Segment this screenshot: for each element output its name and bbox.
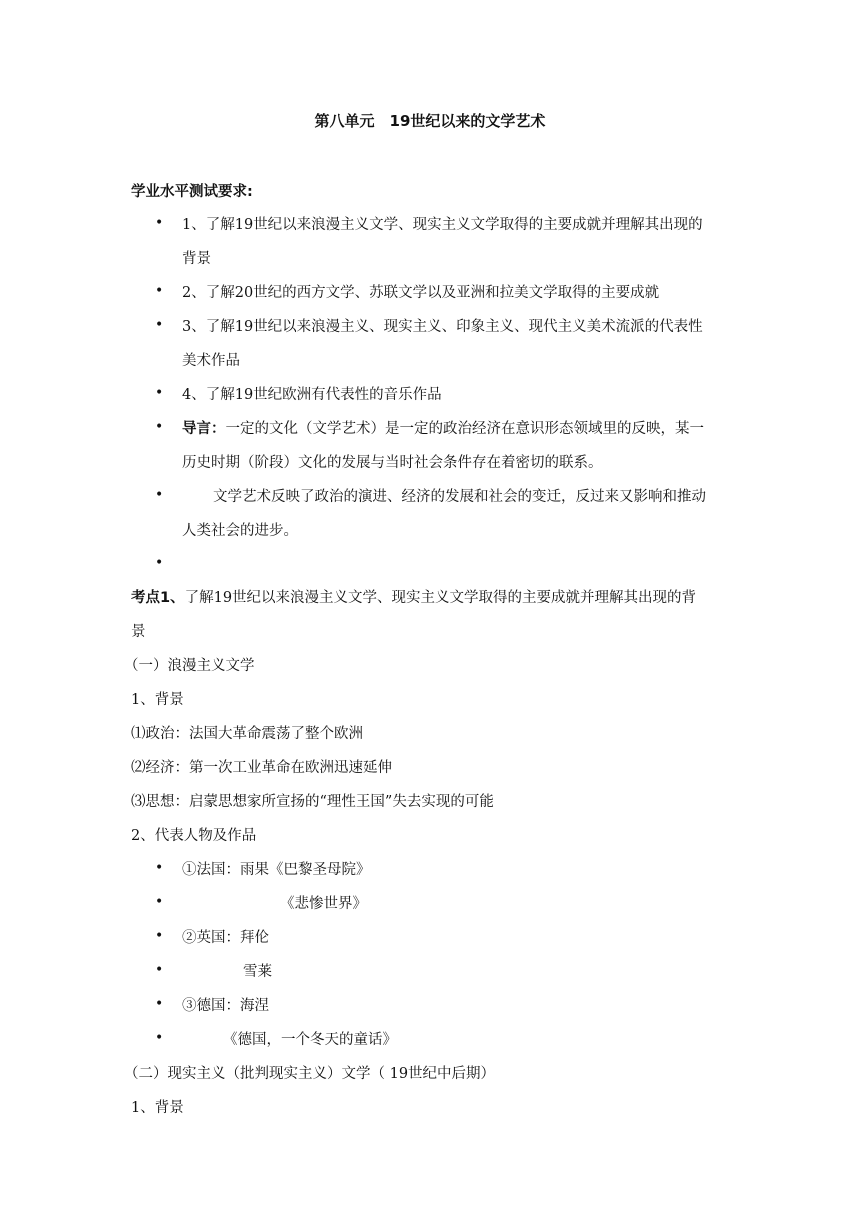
requirement-1-line-2: 背景 — [182, 251, 211, 267]
background-item-economy: ⑵经济：第一次工业革命在欧洲迅速延伸 — [131, 760, 392, 776]
bullet: • — [155, 283, 164, 299]
intro-text: 一定的文化（文学艺术）是一定的政治经济在意识形态领域里的反映，某一 — [225, 421, 704, 437]
bullet: • — [155, 419, 164, 435]
section-1-heading: （一）浪漫主义文学 — [124, 658, 255, 674]
requirements-heading: 学业水平测试要求: — [131, 184, 253, 200]
bullet: • — [155, 962, 164, 978]
works-heading: 2、代表人物及作品 — [131, 828, 257, 844]
requirement-3-line-2: 美术作品 — [182, 353, 240, 369]
work-germany-1: ③德国：海涅 — [182, 998, 269, 1014]
kaodian-line-1 — [131, 586, 696, 607]
bullet: • — [155, 317, 164, 333]
section-2-heading: （二）现实主义（批判现实主义）文学（ 19世纪中后期） — [124, 1066, 496, 1082]
bullet: • — [155, 555, 164, 571]
bullet: • — [155, 996, 164, 1012]
bullet: • — [155, 487, 164, 503]
section-1-background-heading: 1、背景 — [131, 692, 184, 708]
work-france-2: 《悲惨世界》 — [280, 896, 367, 912]
work-germany-2: 《德国，一个冬天的童话》 — [223, 1032, 397, 1048]
bullet: • — [155, 860, 164, 876]
requirement-4-line-1: 4、了解19世纪欧洲有代表性的音乐作品 — [182, 387, 442, 403]
paragraph-line-1: 文学艺术反映了政治的演进、经济的发展和社会的变迁，反过来又影响和推动 — [213, 489, 706, 505]
requirement-2-line-1: 2、了解20世纪的西方文学、苏联文学以及亚洲和拉美文学取得的主要成就 — [182, 285, 660, 301]
work-england-2: 雪莱 — [243, 964, 272, 980]
page-title: 第八单元 19世纪以来的文学艺术 — [314, 112, 546, 130]
intro-line-2: 历史时期（阶段）文化的发展与当时社会条件存在着密切的联系。 — [182, 455, 603, 471]
bullet: • — [155, 215, 164, 231]
bullet: • — [155, 894, 164, 910]
kaodian-label: 考点1、 — [131, 590, 185, 606]
intro-label: 导言： — [182, 421, 226, 437]
kaodian-line-2: 景 — [131, 624, 146, 640]
background-item-politics: ⑴政治：法国大革命震荡了整个欧洲 — [131, 726, 363, 742]
intro-line-1 — [182, 417, 704, 438]
kaodian-text: 了解19世纪以来浪漫主义文学、现实主义文学取得的主要成就并理解其出现的背 — [184, 590, 697, 606]
bullet: • — [155, 928, 164, 944]
bullet: • — [155, 1030, 164, 1046]
work-france-1: ①法国：雨果《巴黎圣母院》 — [182, 862, 371, 878]
requirement-3-line-1: 3、了解19世纪以来浪漫主义、现实主义、印象主义、现代主义美术流派的代表性 — [182, 319, 703, 335]
work-england-1: ②英国：拜伦 — [182, 930, 269, 946]
background-item-thought: ⑶思想：启蒙思想家所宣扬的“理性王国”失去实现的可能 — [131, 794, 494, 810]
section-2-background-heading: 1、背景 — [131, 1100, 184, 1116]
requirement-1-line-1: 1、了解19世纪以来浪漫主义文学、现实主义文学取得的主要成就并理解其出现的 — [182, 217, 703, 233]
paragraph-line-2: 人类社会的进步。 — [182, 523, 298, 539]
bullet: • — [155, 385, 164, 401]
